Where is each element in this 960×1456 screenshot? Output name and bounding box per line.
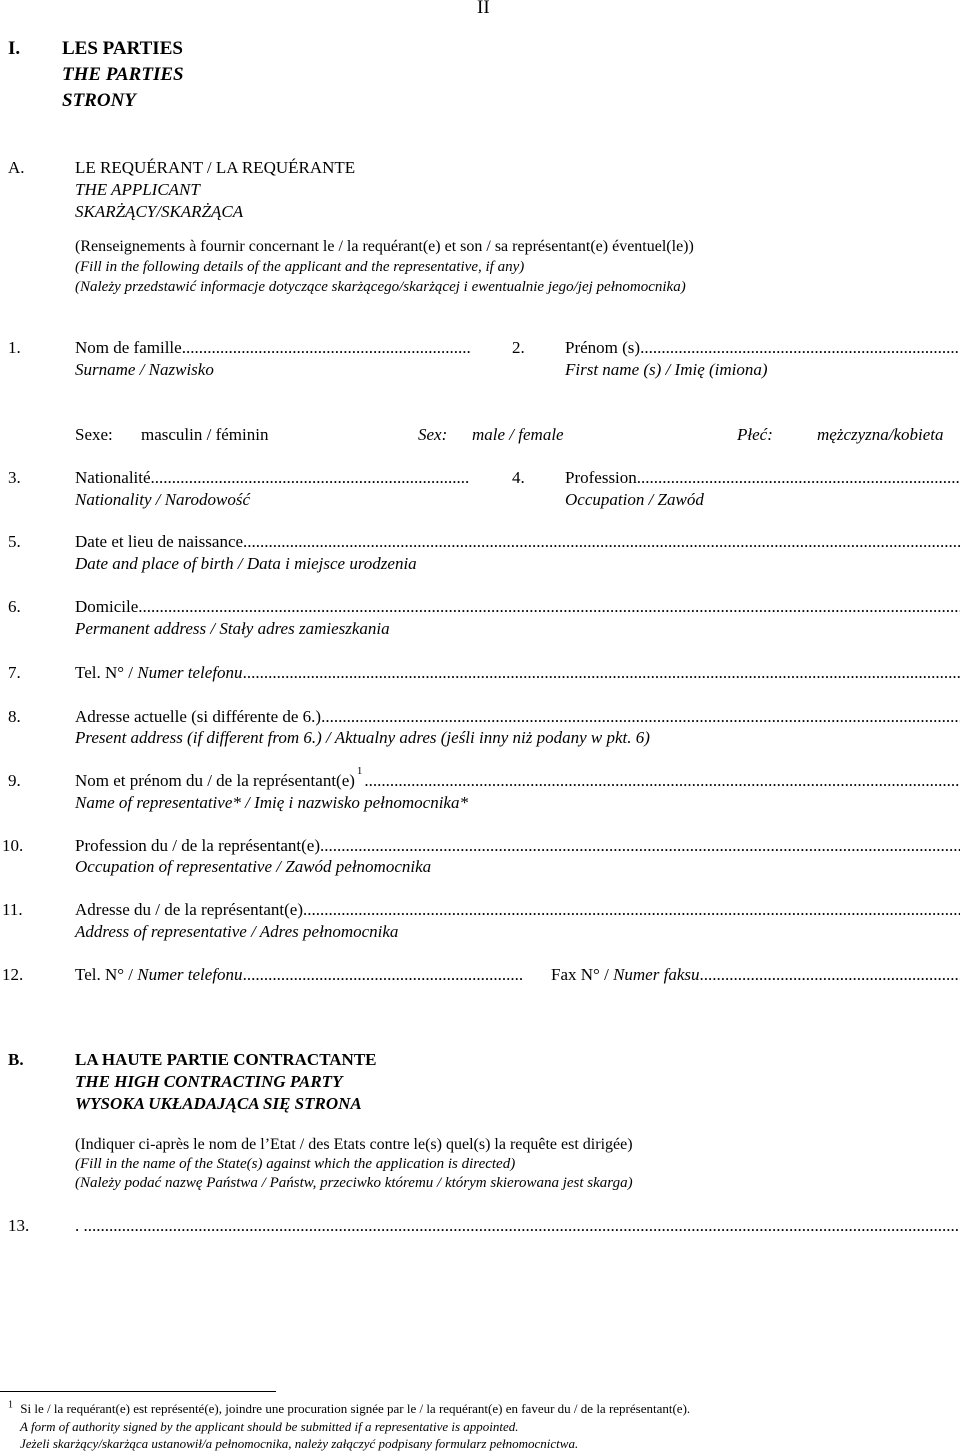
representative-occupation-label-translation: Occupation of representative / Zawód pełnomocnika — [75, 857, 432, 876]
field-number: 3. — [8, 468, 21, 487]
first-name-dotted-line — [640, 338, 960, 358]
footnote — [8, 1401, 690, 1417]
surname-dotted-line — [182, 338, 470, 358]
footnote-reference: 1 — [356, 765, 363, 777]
occupation-dotted-line — [637, 468, 960, 488]
field-number: 5. — [8, 532, 21, 551]
section-title-fr: LES PARTIES — [62, 38, 183, 59]
birth-date-place-label-translation: Date and place of birth / Data i miejsce urodzenia — [75, 554, 417, 573]
contracting-party-title-pl: WYSOKA UKŁADAJĄCA SIĘ STRONA — [75, 1094, 362, 1113]
nationality-label-translation: Nationality / Narodowość — [75, 490, 251, 509]
contracting-party-note-en: (Fill in the name of the State(s) against which the application is directed) — [75, 1156, 516, 1172]
state-field-lead: . — [75, 1216, 84, 1235]
field-number: 8. — [8, 707, 21, 726]
representative-address-dotted-line — [303, 900, 960, 920]
domicile-field[interactable] — [75, 597, 960, 617]
phone-field[interactable] — [75, 663, 960, 683]
present-address-field[interactable] — [75, 707, 960, 727]
field-number: 12. — [2, 965, 24, 984]
representative-phone-field[interactable] — [75, 965, 523, 985]
field-number: 11. — [2, 900, 23, 919]
applicant-note-pl: (Należy przedstawić informacje dotyczące skarżącego/skarżącej i ewentualnie jego/jej pełnomocnika) — [75, 279, 686, 295]
nationality-field[interactable] — [75, 468, 470, 488]
present-address-label: Adresse actuelle (si différente de 6.) — [75, 707, 322, 726]
phone-label-fr: Tel. N° / — [75, 663, 138, 682]
applicant-note-fr: (Renseignements à fournir concernant le / la requérant(e) et son / sa représentant(e) éventuel(le)) — [75, 238, 694, 255]
representative-occupation-dotted-line — [320, 836, 960, 856]
representative-phone-dotted-line — [243, 965, 523, 985]
sex-options-pl[interactable]: mężczyzna/kobieta — [817, 425, 944, 444]
field-number: 2. — [512, 338, 525, 357]
birth-date-place-field[interactable] — [75, 532, 960, 552]
representative-name-label: Nom et prénom du / de la représentant(e) — [75, 771, 355, 790]
nationality-dotted-line — [151, 468, 470, 488]
contracting-party-note-fr: (Indiquer ci-après le nom de l’Etat / des Etats contre le(s) quel(s) la requête est dirigée) — [75, 1136, 633, 1153]
section-number: I. — [8, 38, 21, 59]
applicant-title-pl: SKARŻĄCY/SKARŻĄCA — [75, 202, 244, 221]
domicile-dotted-line — [138, 597, 960, 617]
present-address-label-translation: Present address (if different from 6.) / Aktualny adres (jeśli inny niż podany w pkt. 6) — [75, 728, 650, 747]
birth-date-place-dotted-line — [243, 532, 960, 552]
phone-dotted-line — [243, 663, 960, 683]
footnote-text-fr: Si le / la requérant(e) est représenté(e), joindre une procuration signée par le / la requérant(e) en faveur du / de la représentant(e). — [20, 1401, 691, 1416]
field-number: 9. — [8, 771, 21, 790]
footnote-text-pl: Jeżeli skarżący/skarżąca ustanowił/a pełnomocnika, należy załączyć podpisany formularz pełnomocnictwa. — [20, 1436, 579, 1451]
occupation-field[interactable] — [565, 468, 960, 488]
representative-address-label: Adresse du / de la représentant(e) — [75, 900, 303, 919]
section-title-pl: STRONY — [62, 90, 136, 111]
occupation-label-translation: Occupation / Zawód — [565, 490, 704, 509]
surname-label: Nom de famille — [75, 338, 182, 357]
contracting-party-title-en: THE HIGH CONTRACTING PARTY — [75, 1072, 343, 1091]
representative-fax-label-pl: Numer faksu — [613, 965, 700, 984]
subsection-number: B. — [8, 1050, 24, 1069]
footnote-text-en: A form of authority signed by the applicant should be submitted if a representative is appointed. — [20, 1419, 519, 1434]
domicile-label: Domicile — [75, 597, 139, 616]
present-address-dotted-line — [321, 707, 960, 727]
contracting-party-title-fr: LA HAUTE PARTIE CONTRACTANTE — [75, 1050, 377, 1069]
nationality-label: Nationalité — [75, 468, 151, 487]
representative-occupation-field[interactable] — [75, 836, 960, 856]
field-number: 13. — [8, 1216, 30, 1235]
surname-field[interactable] — [75, 338, 470, 358]
representative-phone-label-fr: Tel. N° / — [75, 965, 138, 984]
representative-occupation-label: Profession du / de la représentant(e) — [75, 836, 320, 855]
sex-options-en[interactable]: male / female — [472, 425, 564, 444]
page-number: II — [477, 0, 490, 18]
representative-address-field[interactable] — [75, 900, 960, 920]
applicant-note-en: (Fill in the following details of the applicant and the representative, if any) — [75, 259, 525, 275]
phone-label-pl: Numer telefonu — [137, 663, 243, 682]
representative-fax-field[interactable] — [551, 965, 960, 985]
surname-label-translation: Surname / Nazwisko — [75, 360, 214, 379]
field-number: 7. — [8, 663, 21, 682]
representative-phone-label-pl: Numer telefonu — [137, 965, 243, 984]
domicile-label-translation: Permanent address / Stały adres zamieszkania — [75, 619, 390, 638]
footnote-number: 1 — [8, 1399, 13, 1411]
representative-name-label-translation: Name of representative* / Imię i nazwisko pełnomocnika* — [75, 793, 468, 812]
representative-name-field[interactable] — [75, 765, 960, 791]
field-number: 1. — [8, 338, 21, 357]
first-name-label-translation: First name (s) / Imię (imiona) — [565, 360, 768, 379]
representative-address-label-translation: Address of representative / Adres pełnomocnika — [75, 922, 399, 941]
sex-options-fr[interactable]: masculin / féminin — [141, 425, 269, 444]
field-number: 6. — [8, 597, 21, 616]
state-field[interactable] — [75, 1216, 960, 1236]
section-title-en: THE PARTIES — [62, 64, 184, 85]
first-name-label: Prénom (s) — [565, 338, 641, 357]
field-number: 10. — [2, 836, 24, 855]
applicant-title-en: THE APPLICANT — [75, 180, 200, 199]
sex-label-fr: Sexe: — [75, 425, 113, 444]
state-dotted-line — [84, 1216, 960, 1236]
field-number: 4. — [512, 468, 525, 487]
sex-label-en: Sex: — [418, 425, 448, 444]
footnote-separator — [0, 1391, 276, 1392]
representative-fax-dotted-line — [699, 965, 960, 985]
subsection-number: A. — [8, 158, 25, 177]
first-name-field[interactable] — [565, 338, 960, 358]
applicant-title-fr: LE REQUÉRANT / LA REQUÉRANTE — [75, 158, 356, 177]
sex-label-pl: Płeć: — [737, 425, 773, 444]
representative-fax-label-fr: Fax N° / — [551, 965, 614, 984]
birth-date-place-label: Date et lieu de naissance — [75, 532, 244, 551]
contracting-party-note-pl: (Należy podać nazwę Państwa / Państw, przeciwko któremu / którym skierowana jest skarga) — [75, 1175, 633, 1191]
occupation-label: Profession — [565, 468, 637, 487]
representative-name-dotted-line — [364, 771, 960, 791]
